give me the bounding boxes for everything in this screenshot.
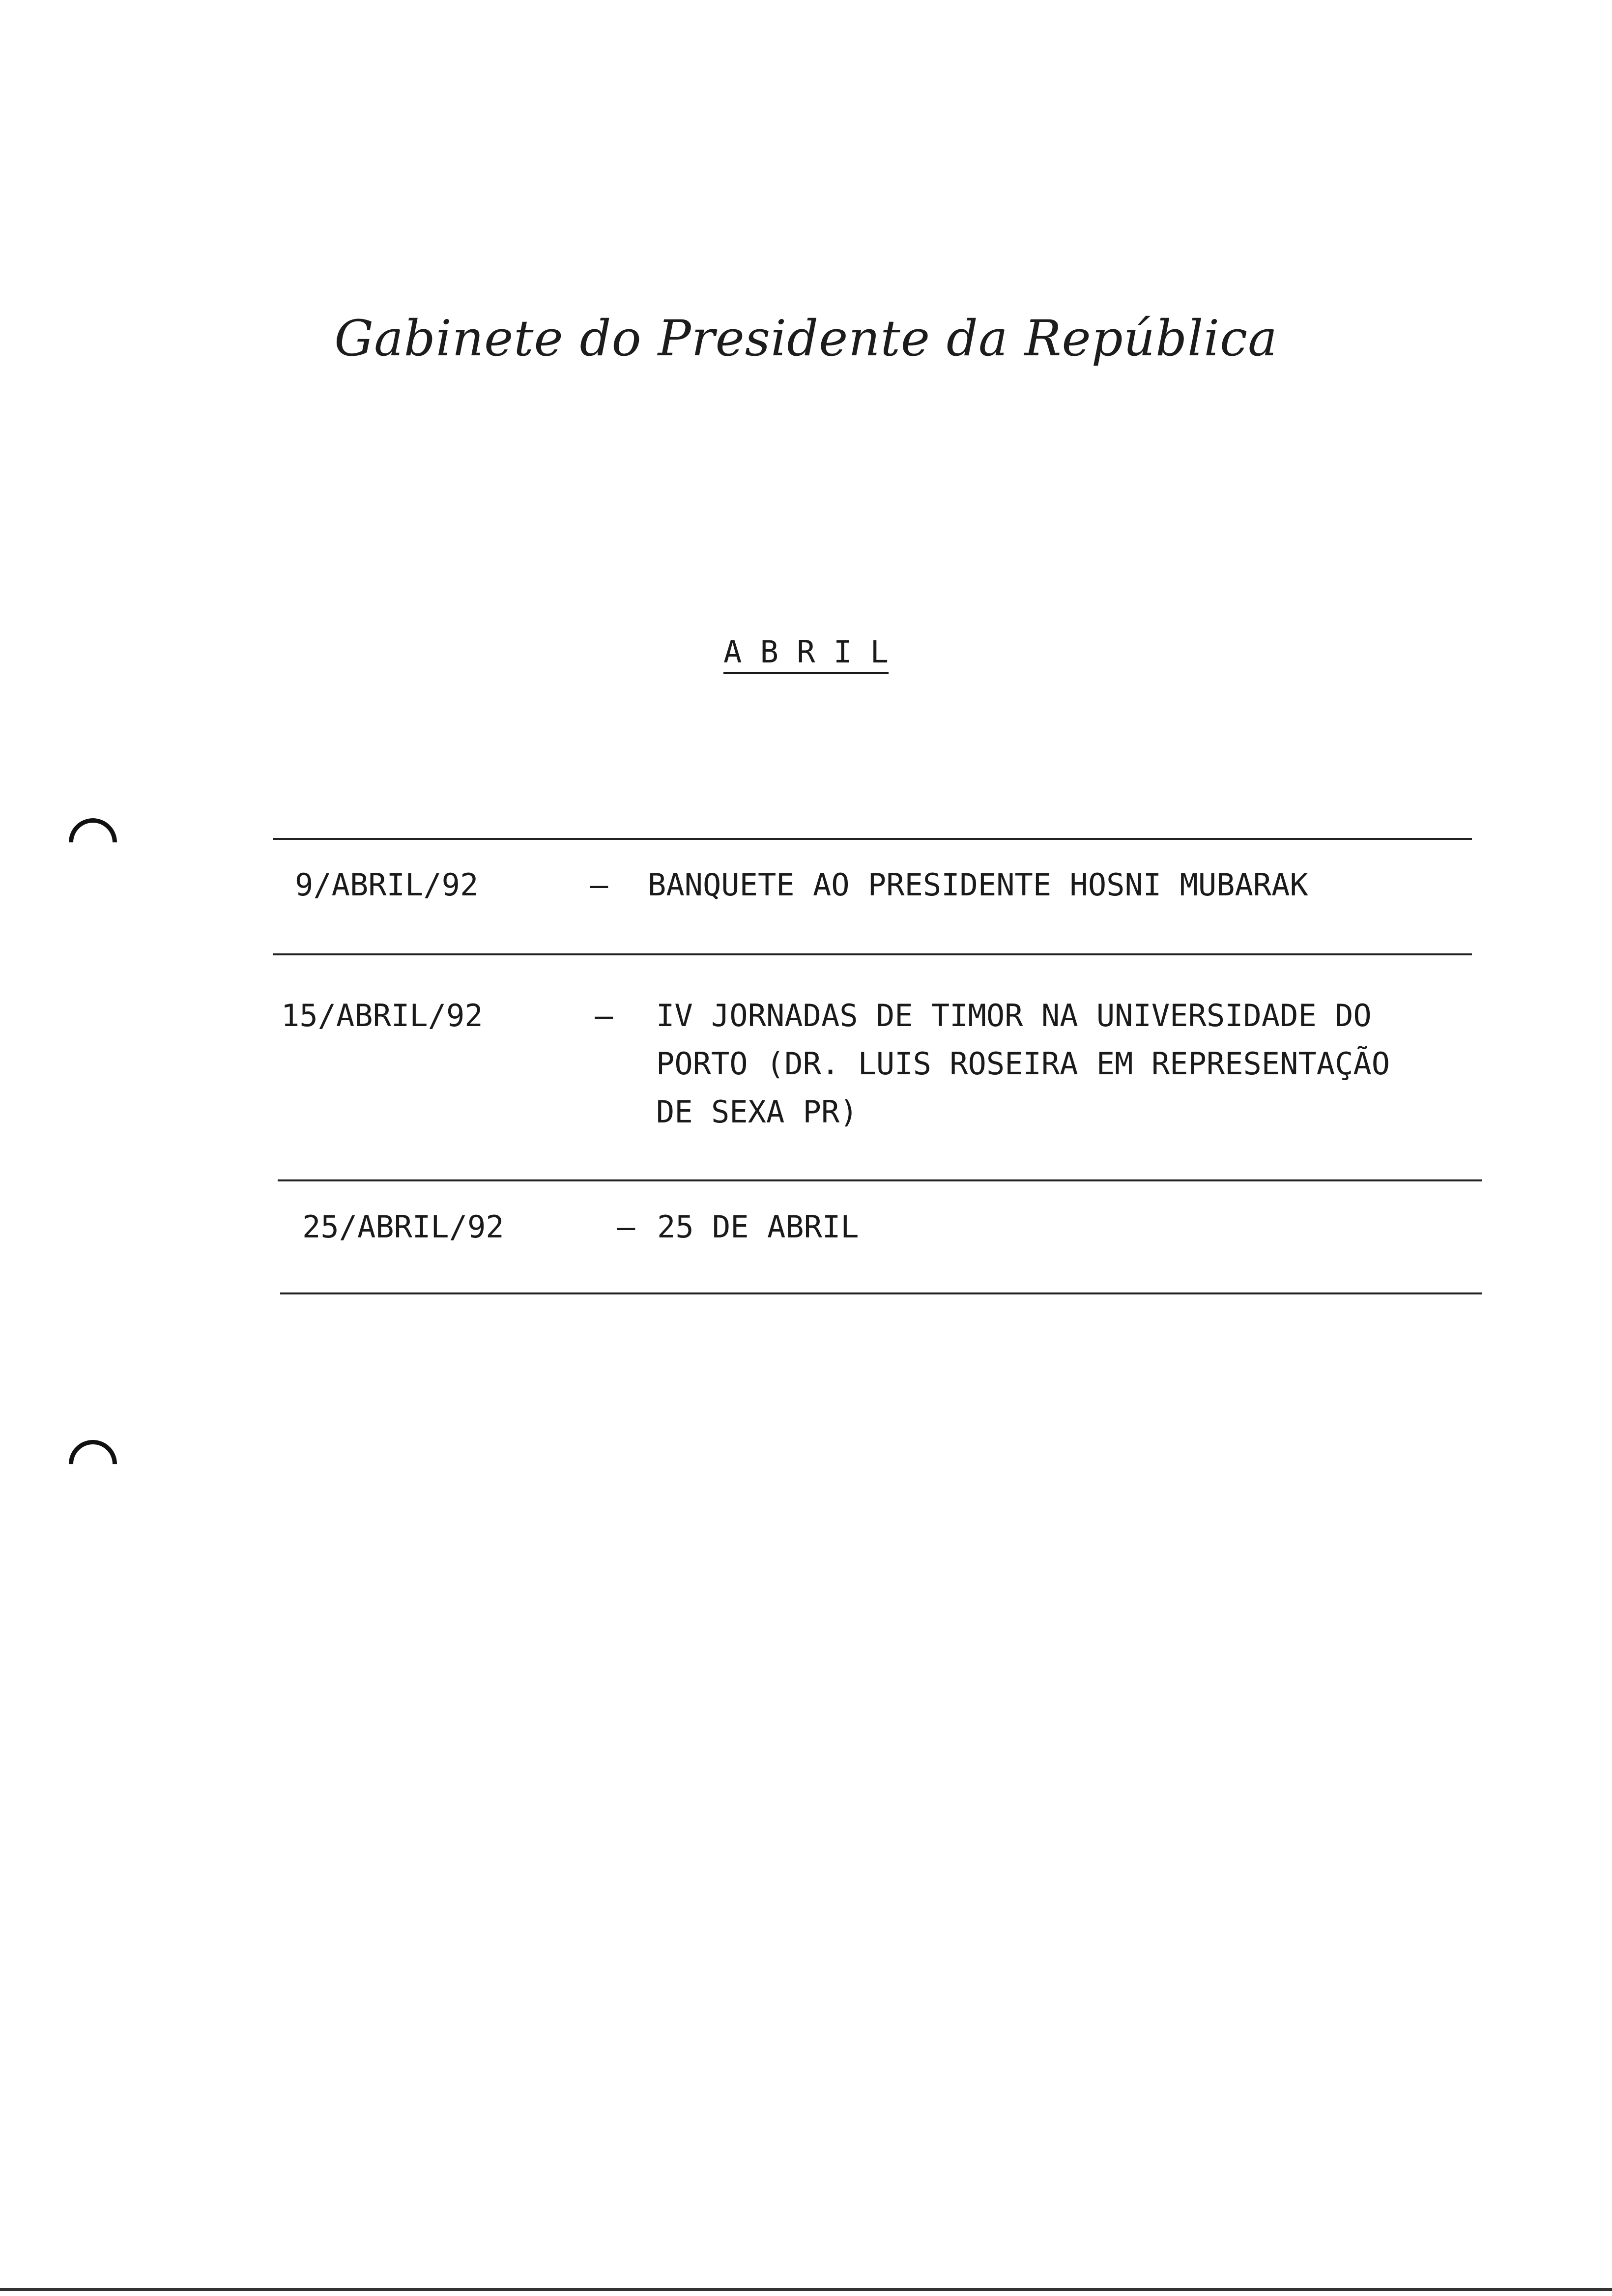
entry-dash: – bbox=[595, 998, 613, 1033]
month-title: A B R I L bbox=[0, 634, 1612, 670]
entry-text: BANQUETE AO PRESIDENTE HOSNI MUBARAK bbox=[648, 867, 1308, 903]
letterhead: Gabinete do Presidente da República bbox=[334, 310, 1278, 367]
punch-hole-icon bbox=[59, 1430, 127, 1498]
entry-dash: – bbox=[617, 1209, 635, 1245]
page-edge bbox=[0, 2288, 1612, 2291]
divider bbox=[278, 1179, 1482, 1181]
entry-date: 9/ABRIL/92 bbox=[295, 867, 479, 903]
punch-hole-icon bbox=[59, 808, 127, 877]
entry-date: 25/ABRIL/92 bbox=[302, 1209, 504, 1245]
divider bbox=[280, 1292, 1482, 1294]
divider bbox=[273, 838, 1472, 840]
divider bbox=[273, 953, 1472, 955]
entry-text: IV JORNADAS DE TIMOR NA UNIVERSIDADE DO PORTO (DR. LUIS ROSEIRA EM REPRESENTAÇÃO DE SEXA PR) bbox=[656, 998, 1390, 1130]
entry-text: 25 DE ABRIL bbox=[657, 1209, 859, 1245]
entry-date: 15/ABRIL/92 bbox=[281, 998, 483, 1033]
entry-dash: – bbox=[590, 867, 608, 903]
